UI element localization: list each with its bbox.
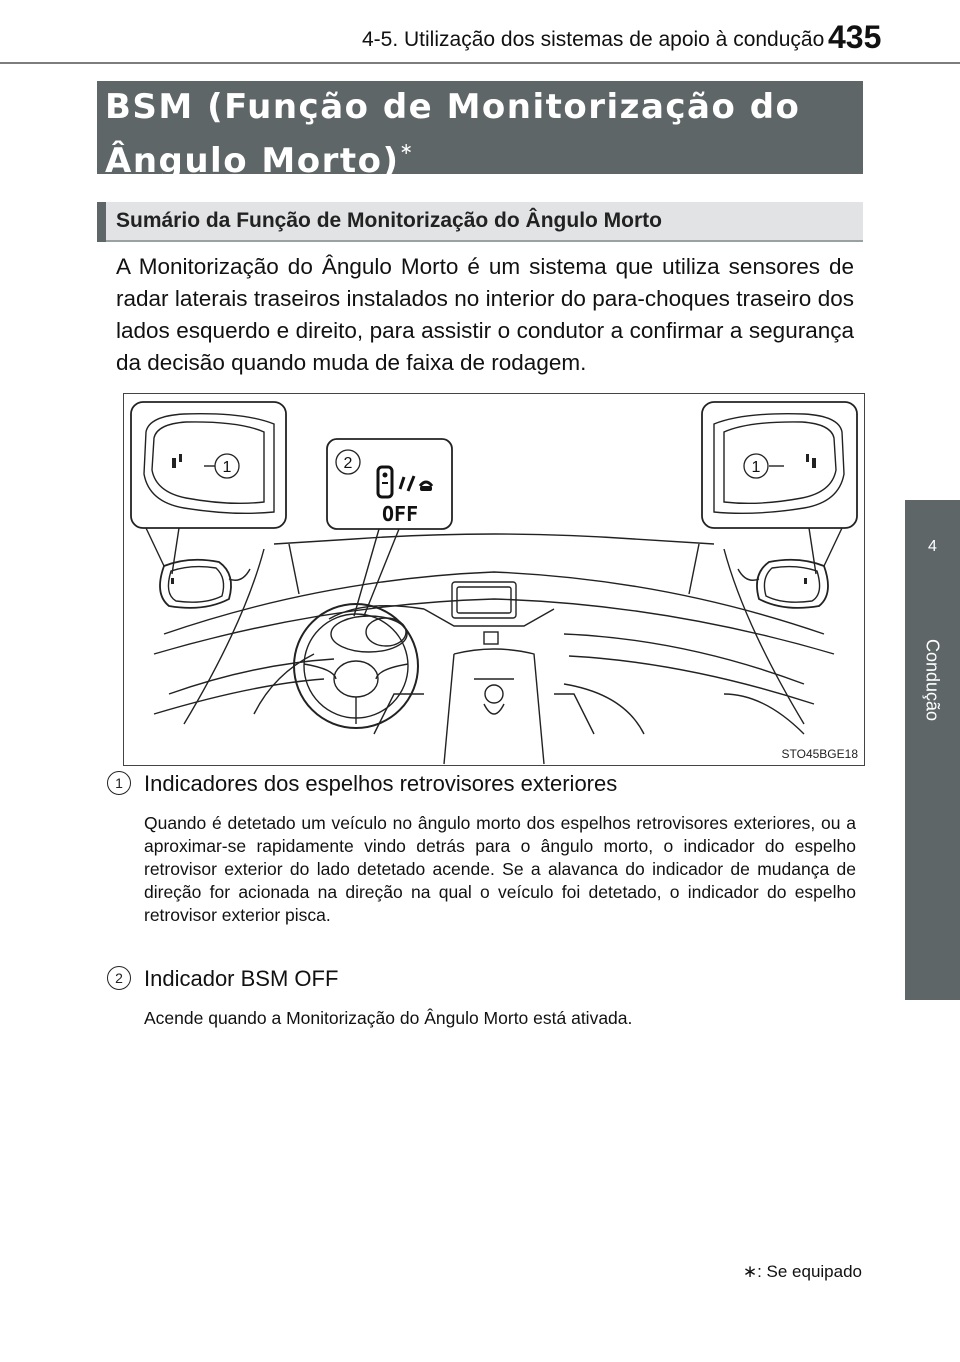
footnote [743,1262,862,1282]
asterisk-mark: ∗ [399,139,415,158]
item-1-badge: 1 [107,771,131,795]
chapter-side-tab [905,500,960,1000]
page-number: 435 [828,19,882,55]
intro-paragraph: A Monitorização do Ângulo Morto é um sistema que utiliza sensores de radar laterais traseiros instalados no interior do para-choques traseiro dos lados esquerdo e direito, para assistir o condutor a confirmar a segurança da decisão quando muda de faixa de rodagem. [116,254,854,375]
chapter-number: 4 [928,538,937,555]
running-header: 4-5. Utilização dos sistemas de apoio à condução [362,28,825,51]
item-2-description: Acende quando a Monitorização do Ângulo Morto está ativada. [144,1008,633,1028]
dashboard-illustration [123,393,865,766]
header-rule [0,62,960,64]
item-1-title: Indicadores dos espelhos retrovisores exteriores [144,771,618,796]
off-indicator-text: OFF [382,502,419,526]
callout-2: 2 [343,455,353,472]
page-title [105,86,855,182]
footnote-text: : Se equipado [757,1262,862,1281]
item-2-title: Indicador BSM OFF [144,966,339,991]
section-heading-bar [97,202,106,242]
item-2-badge: 2 [107,966,131,990]
dashboard-drawing [124,394,864,765]
item-1-description: Quando é detetado um veículo no ângulo morto dos espelhos retrovisores exteriores, ou a aproximar-se rapidamente vindo detrás para o ângulo morto, o indicador do espelho retrovisor exterior do lado detetado acende. Se a alavanca do indicador de mudança de direção for acionada na direção na qual o veículo foi detetado, o indicador do espelho retrovisor exterior pisca. [144,813,856,925]
footnote-mark: ∗ [742,1262,758,1281]
chapter-label: Condução [922,638,943,722]
title-text: BSM (Função de Monitorização do Ângulo Morto) [105,87,801,181]
callout-1-left: 1 [222,459,232,476]
section-heading: Sumário da Função de Monitorização do Ângulo Morto [116,209,662,232]
callout-1-right: 1 [751,459,761,476]
figure-code: STO45BGE18 [781,747,858,761]
